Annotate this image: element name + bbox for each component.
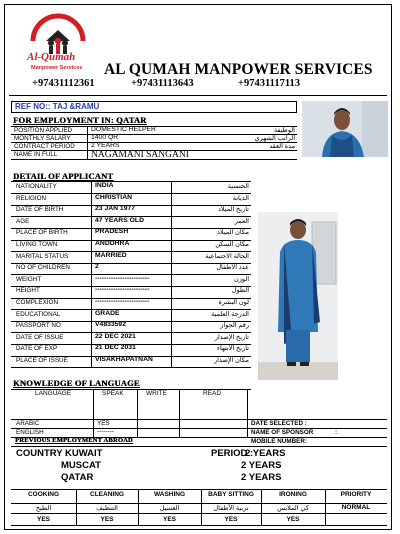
lang-col-write: WRITE [146,390,167,397]
detail-label: PLACE OF ISSUE [16,357,68,364]
period-2: 2 YEARS [241,460,282,471]
lang-arabic: ARABIC [16,420,40,427]
previous-employment-heading: PREVIOUS EMPLOYMENT ABROAD [15,437,133,444]
lang-english-speak: -------- [97,428,114,435]
detail-value: 22 DEC 2021 [95,332,136,340]
logo-text: Al-Qumah [27,51,76,63]
detail-label: LIVING TOWN [16,241,58,248]
detail-value: ANDDHRA [95,240,130,247]
detail-label: PLACE OF BIRTH [16,229,68,237]
skill-arabic: التنظيف [96,505,118,512]
detail-column-rule [171,182,172,368]
detail-label: DATE OF EXP [16,345,58,353]
rule [137,389,138,437]
rule [179,389,180,437]
language-heading: KNOWLEDGE OF LANGUAGE [13,378,140,388]
country-label: COUNTRY : [16,448,69,459]
detail-column-rule [91,182,92,368]
detail-label: NATIONALITY [16,183,57,190]
detail-value: 23 JAN 1977 [95,205,136,213]
detail-value: 47 YEARS OLD [95,216,144,224]
contract-value: 2 YEARS [91,142,120,149]
period-3: 2 YEARS [241,472,282,483]
country-2: MUSCAT [61,460,101,471]
rule [11,428,387,429]
position-label: POSITION APPLIED [14,127,73,134]
skill-header: WASHING [153,491,186,498]
skill-header: COOKING [27,491,60,498]
detail-value: V4833592 [95,321,126,329]
detail-label: DATE OF BIRTH [16,206,64,214]
skill-arabic: تربية الأطفال [213,505,249,512]
skill-header: CLEANING [90,491,124,498]
detail-arabic: تاريخ الانتهاء [216,345,249,353]
rule [11,513,387,514]
priority-value: NORMAL [341,504,371,511]
detail-value: INDIA [95,182,114,189]
skill-arabic: الطبخ [35,505,52,512]
country-1: KUWAIT [65,448,103,459]
contract-arabic: مدة العقد [269,143,295,150]
rule [247,389,248,437]
applicant-fullbody-icon [258,212,338,380]
rule [11,419,387,420]
skill-arabic: الغسيل [159,505,180,512]
rule [11,525,387,526]
cv-page [4,4,392,530]
lang-col-speak: SPEAK [102,390,124,397]
detail-arabic: عدد الأطفال [216,264,249,272]
detail-value: 21 DEC 2031 [95,344,136,352]
applicant-portrait-icon [302,101,388,157]
detail-value: ------------------------ [95,298,150,305]
company-logo [13,11,103,79]
employment-heading: FOR EMPLOYMENT IN: QATAR [13,115,147,125]
detail-arabic: الدرجة العلمية [211,310,249,318]
period-label: PERIOD : [211,448,254,459]
skill-value: YES [224,516,238,523]
detail-arabic: الحالة الاجتماعية [205,252,249,260]
detail-value: GRADE [95,309,120,317]
sponsor-colon: : [335,429,338,436]
detail-value: ------------------------ [95,286,150,294]
detail-label: EDUCATIONAL [16,310,61,318]
detail-label: NO OF CHILDREN [16,264,70,272]
detail-arabic: تاريخ الميلاد [217,206,249,214]
rule [11,446,387,447]
name-label: NAME IN FULL [14,151,58,158]
logo-subtext: Manpower Services [31,65,83,71]
detail-label: COMPLEXION [16,299,58,306]
detail-value: MARRIED [95,251,127,259]
header-divider [9,95,387,96]
skill-value: YES [36,516,50,523]
phone-1: +97431112361 [32,78,95,89]
detail-arabic: الديانة [232,194,249,202]
contract-label: CONTRACT PERIOD [14,143,75,150]
skill-header: IRONING [279,491,307,498]
detail-label: PASSPORT NO [16,322,61,330]
detail-arabic: العمر [234,217,249,225]
name-value: NAGAMANI SANGANI [91,150,189,160]
phone-3: +97431117113 [238,78,300,89]
position-arabic: الوظيفة [273,127,295,134]
detail-label: WEIGHT [16,275,42,283]
detail-value: 2 [95,263,99,271]
detail-label: AGE [16,217,30,225]
detail-value: PRADESH [95,228,129,236]
position-value: DOMESTIC HELPER [91,126,156,133]
phone-2: +97431113643 [131,78,194,89]
period-1: 2 YEARS [245,448,286,459]
detail-arabic: مكان الإصدار [213,357,249,364]
detail-arabic: الطول [231,287,249,295]
skill-header: BABY SITTING [208,491,254,498]
lang-english: ENGLISH [16,429,44,436]
detail-row-rule [11,367,251,368]
detail-label: RELIGION [16,194,47,202]
applicant-photo-small [302,101,388,157]
detail-value: ------------------------ [95,274,150,282]
applicant-photo-full [258,212,338,380]
detail-value: CHRISTIAN [95,193,133,201]
lang-col-read: READ [203,390,222,397]
skill-header: PRIORITY [340,491,372,498]
mobile-label: MOBILE NUMBER: [251,438,307,445]
company-name: AL QUMAH MANPOWER SERVICES [104,61,373,78]
skill-value: YES [100,516,114,523]
lang-col-language: LANGUAGE [35,390,72,397]
detail-arabic: تاريخ الإصدار [214,333,249,341]
skill-value: YES [162,516,176,523]
detail-label: MARITAL STATUS [16,252,69,260]
skill-arabic: كي الملابس [277,505,309,512]
details-heading: DETAIL OF APPLICANT [13,171,114,181]
detail-arabic: مكان السكن [215,241,249,248]
salary-value: 1400 QR [91,134,119,141]
lang-arabic-speak: YES [97,420,110,427]
salary-label: MONTHLY SALARY [14,135,71,142]
reference-number: REF NO:: TAJ &RAMU [11,101,297,113]
detail-value: VISAKHAPATNAN [95,356,153,363]
detail-arabic: الوزن [233,275,249,283]
salary-arabic: الراتب الشهري [254,135,295,142]
skill-value: YES [286,516,300,523]
detail-arabic: مكان الميلاد [217,229,249,237]
detail-label: HEIGHT [16,287,40,295]
detail-arabic: رقم الجواز [220,322,249,330]
detail-label: DATE OF ISSUE [16,333,64,341]
rule [87,126,88,159]
country-3: QATAR [61,472,94,483]
rule [11,489,387,490]
sponsor-label: NAME OF SPONSOR [251,429,314,436]
detail-arabic: الجنسية [227,183,249,190]
rule [93,389,94,437]
detail-arabic: لون البشرة [218,299,249,306]
date-selected-label: DATE SELECTED : [251,420,307,427]
